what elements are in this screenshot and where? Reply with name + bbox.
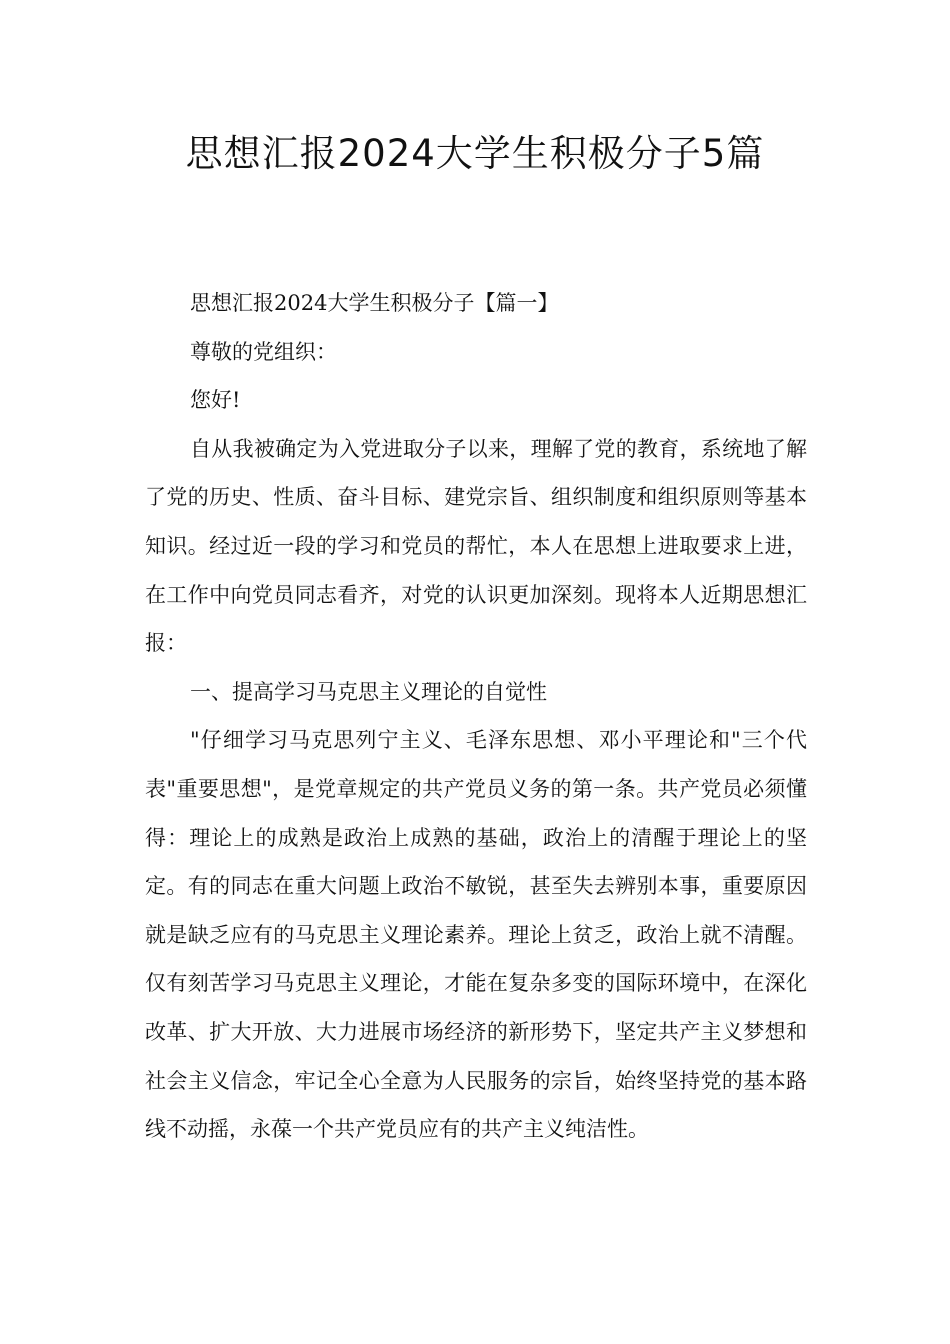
section-heading: 思想汇报2024大学生积极分子【篇一】 (190, 291, 559, 315)
greeting: 您好! (190, 388, 241, 413)
document-title: 思想汇报2024大学生积极分子5篇 (185, 132, 765, 175)
point-one-heading: 一、提高学习马克思主义理论的自觉性 (190, 679, 547, 704)
salutation: 尊敬的党组织： (190, 339, 337, 364)
document-body (145, 279, 807, 1154)
point-one-paragraph: "仔细学习马克思列宁主义、毛泽东思想、邓小平理论和"三个代表"重要思想"，是党章规定的共产党员义务的第一条。共产党员必须懂得：理论上的成熟是政治上成熟的基础，政治上的清醒于理论上的坚定。有的同志在重大问题上政治不敏锐，甚至失去辨别本事，重要原因就是缺乏应有的马克思主义理论素养。理论上贫乏，政治上就不清醒。仅有刻苦学习马克思主义理论，才能在复杂多变的国际环境中，在深化改革、扩大开放、大力进展市场经济的新形势下，坚定共产主义梦想和社会主义信念，牢记全心全意为人民服务的宗旨，始终坚持党的基本路线不动摇，永葆一个共产党员应有的共产主义纯洁性。 (145, 728, 807, 1142)
intro-paragraph: 自从我被确定为入党进取分子以来，理解了党的教育，系统地了解了党的历史、性质、奋斗目标、建党宗旨、组织制度和组织原则等基本知识。经过近一段的学习和党员的帮忙，本人在思想上进取要求上进，在工作中向党员同志看齐，对党的认识更加深刻。现将本人近期思想汇报： (145, 436, 807, 656)
